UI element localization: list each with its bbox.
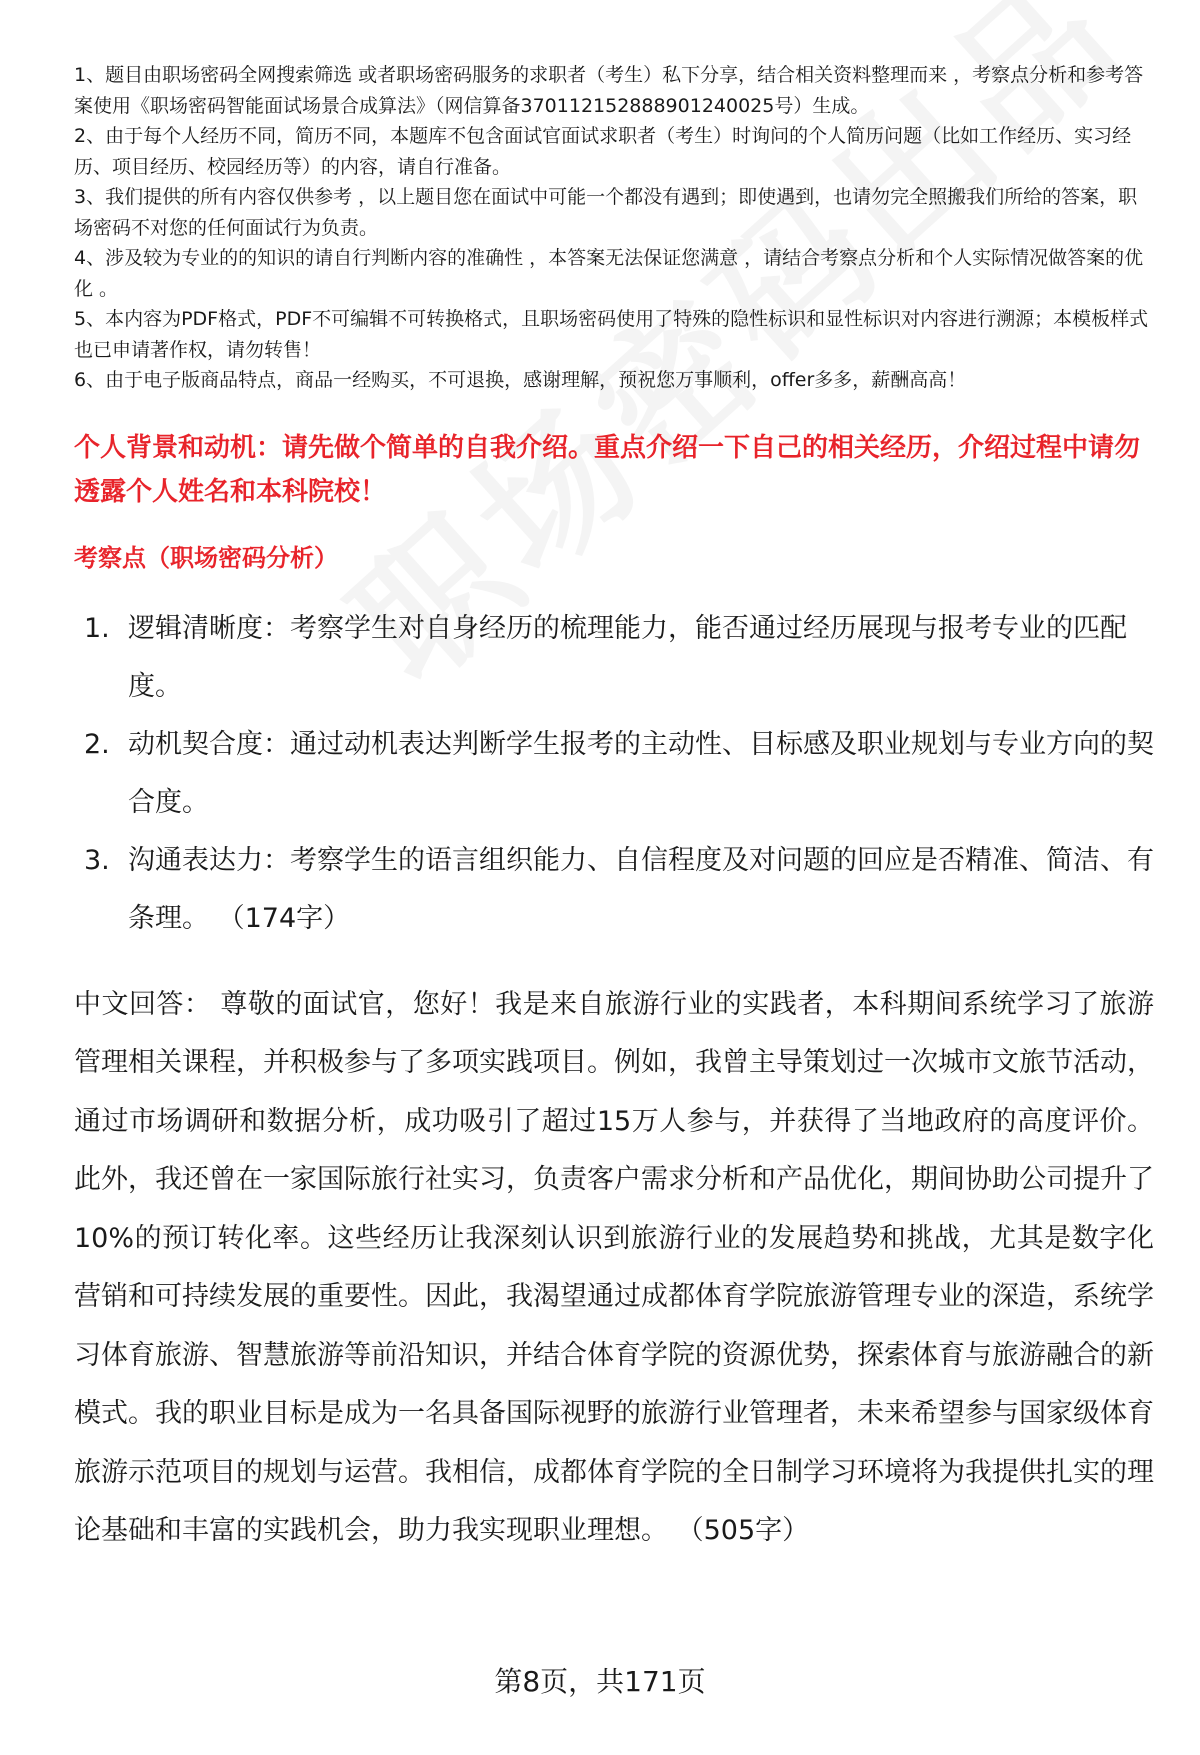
document-page (74, 60, 1154, 1561)
page-number: 第8页，共171页 (494, 1665, 706, 1698)
disclaimer-block (74, 60, 1154, 396)
list-item (74, 600, 1154, 716)
list-item-number: 3. (84, 844, 110, 876)
list-item-text: 逻辑清晰度：考察学生对自身经历的梳理能力，能否通过经历展现与报考专业的匹配度。 (128, 612, 1127, 702)
disclaimer-item: 4、涉及较为专业的的知识的请自行判断内容的准确性 ，本答案无法保证您满意 ，请结合考察点分析和个人实际情况做答案的优化 。 (74, 247, 1144, 300)
answer-paragraph: 中文回答： 尊敬的面试官，您好！我是来自旅游行业的实践者，本科期间系统学习了旅游管理相关课程，并积极参与了多项实践项目。例如，我曾主导策划过一次城市文旅节活动，通过市场调研和数据分析，成功吸引了超过15万人参与，并获得了当地政府的高度评价。此外，我还曾在一家国际旅行社实习，负责客户需求分析和产品优化，期间协助公司提升了10%的预订转化率。这些经历让我深刻认识到旅游行业的发展趋势和挑战，尤其是数字化营销和可持续发展的重要性。因此，我渴望通过成都体育学院旅游管理专业的深造，系统学习体育旅游、智慧旅游等前沿知识，并结合体育学院的资源优势，探索体育与旅游融合的新模式。我的职业目标是成为一名具备国际视野的旅游行业管理者，未来希望参与国家级体育旅游示范项目的规划与运营。我相信，成都体育学院的全日制学习环境将为我提供扎实的理论基础和丰富的实践机会，助力我实现职业理想。 （505字） (74, 988, 1154, 1546)
list-item-text: 沟通表达力：考察学生的语言组织能力、自信程度及对问题的回应是否精准、简洁、有条理。 （174字） (128, 844, 1154, 934)
list-item (74, 832, 1154, 948)
disclaimer-item: 5、本内容为PDF格式，PDF不可编辑不可转换格式，且职场密码使用了特殊的隐性标识和显性标识对内容进行溯源；本模板样式也已申请著作权，请勿转售！ (74, 308, 1149, 361)
disclaimer-item: 2、由于每个人经历不同，简历不同，本题库不包含面试官面试求职者（考生）时询问的个人简历问题（比如工作经历、实习经历、项目经历、校园经历等）的内容，请自行准备。 (74, 125, 1132, 178)
analysis-points (74, 600, 1154, 948)
disclaimer-item: 1、题目由职场密码全网搜索筛选 或者职场密码服务的求职者（考生）私下分享，结合相关资料整理而来 ，考察点分析和参考答案使用《职场密码智能面试场景合成算法》（网信算备370112152888901240025号）生成。 (74, 64, 1144, 117)
disclaimer-item: 3、我们提供的所有内容仅供参考 ，以上题目您在面试中可能一个都没有遇到；即使遇到，也请勿完全照搬我们所给的答案，职场密码不对您的任何面试行为负责。 (74, 186, 1138, 239)
disclaimer-item: 6、由于电子版商品特点，商品一经购买，不可退换，感谢理解，预祝您万事顺利，offer多多，薪酬高高！ (74, 369, 967, 391)
list-item-number: 1. (84, 612, 110, 644)
list-item-text: 动机契合度：通过动机表达判断学生报考的主动性、目标感及职业规划与专业方向的契合度。 (128, 728, 1154, 818)
analysis-heading: 考察点（职场密码分析） (74, 543, 338, 572)
list-item-number: 2. (84, 728, 110, 760)
list-item (74, 716, 1154, 832)
interview-question: 个人背景和动机：请先做个简单的自我介绍。重点介绍一下自己的相关经历，介绍过程中请勿透露个人姓名和本科院校！ (74, 432, 1141, 507)
